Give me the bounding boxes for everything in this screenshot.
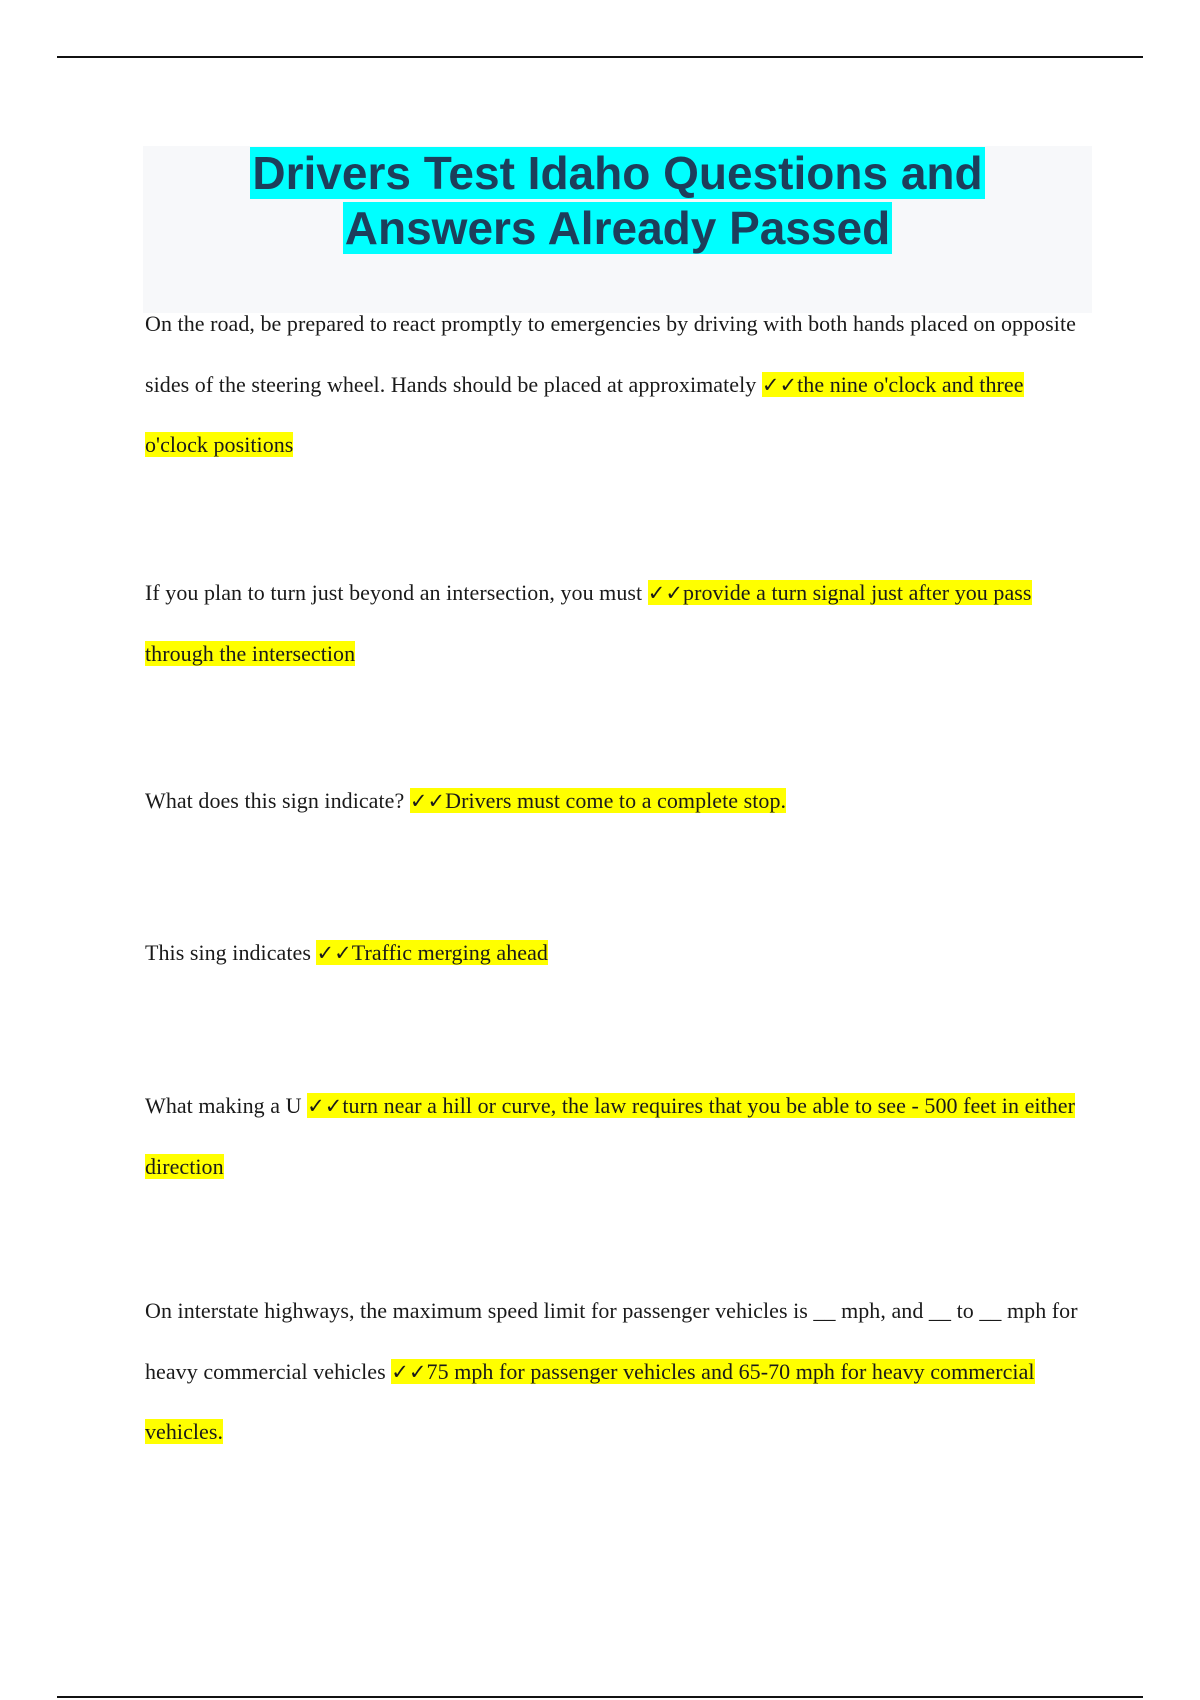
- check-icon: ✓✓: [316, 941, 352, 965]
- top-rule: [57, 56, 1143, 58]
- document-title-line-2: Answers Already Passed: [344, 202, 891, 254]
- document-title-line-1: Drivers Test Idaho Questions and: [252, 147, 983, 199]
- check-icon: ✓✓: [307, 1094, 343, 1118]
- answer-highlight: [316, 940, 547, 965]
- question-text: What making a U: [145, 1093, 308, 1118]
- qa-item: [145, 1076, 1085, 1197]
- answer-text: turn near a hill or curve, the law requires that you be able to see - 500 feet in either direction: [145, 1093, 1075, 1179]
- answer-text: provide a turn signal just after you pass through the intersection: [145, 580, 1032, 666]
- qa-item: [145, 563, 1085, 684]
- check-icon: ✓✓: [409, 789, 446, 813]
- check-icon: ✓✓: [647, 581, 684, 605]
- qa-item: [145, 294, 1085, 476]
- bottom-rule: [57, 1696, 1143, 1698]
- question-text: If you plan to turn just beyond an intersection, you must: [145, 580, 648, 605]
- check-icon: ✓✓: [761, 372, 798, 397]
- answer-text: 75 mph for passenger vehicles and 65-70 mph for heavy commercial vehicles.: [145, 1358, 1035, 1444]
- qa-item: [145, 771, 1085, 832]
- answer-text: Traffic merging ahead: [351, 940, 548, 965]
- question-text: On interstate highways, the maximum speed limit for passenger vehicles is __ mph, and __ to __ mph for heavy commercial vehicles: [145, 1298, 1078, 1384]
- qa-item: [145, 923, 1085, 984]
- answer-text: Drivers must come to a complete stop.: [445, 788, 787, 813]
- answer-highlight: [410, 788, 786, 813]
- qa-item: [145, 1281, 1085, 1463]
- check-icon: ✓✓: [391, 1359, 427, 1384]
- question-text: On the road, be prepared to react promptly to emergencies by driving with both hands placed on opposite sides of the steering wheel. Hands should be placed at approximately: [145, 311, 1076, 397]
- answer-text: the nine o'clock and three o'clock positions: [145, 371, 1024, 457]
- title-block: [143, 146, 1092, 313]
- question-text: This sing indicates: [145, 940, 317, 965]
- question-text: What does this sign indicate?: [145, 788, 410, 813]
